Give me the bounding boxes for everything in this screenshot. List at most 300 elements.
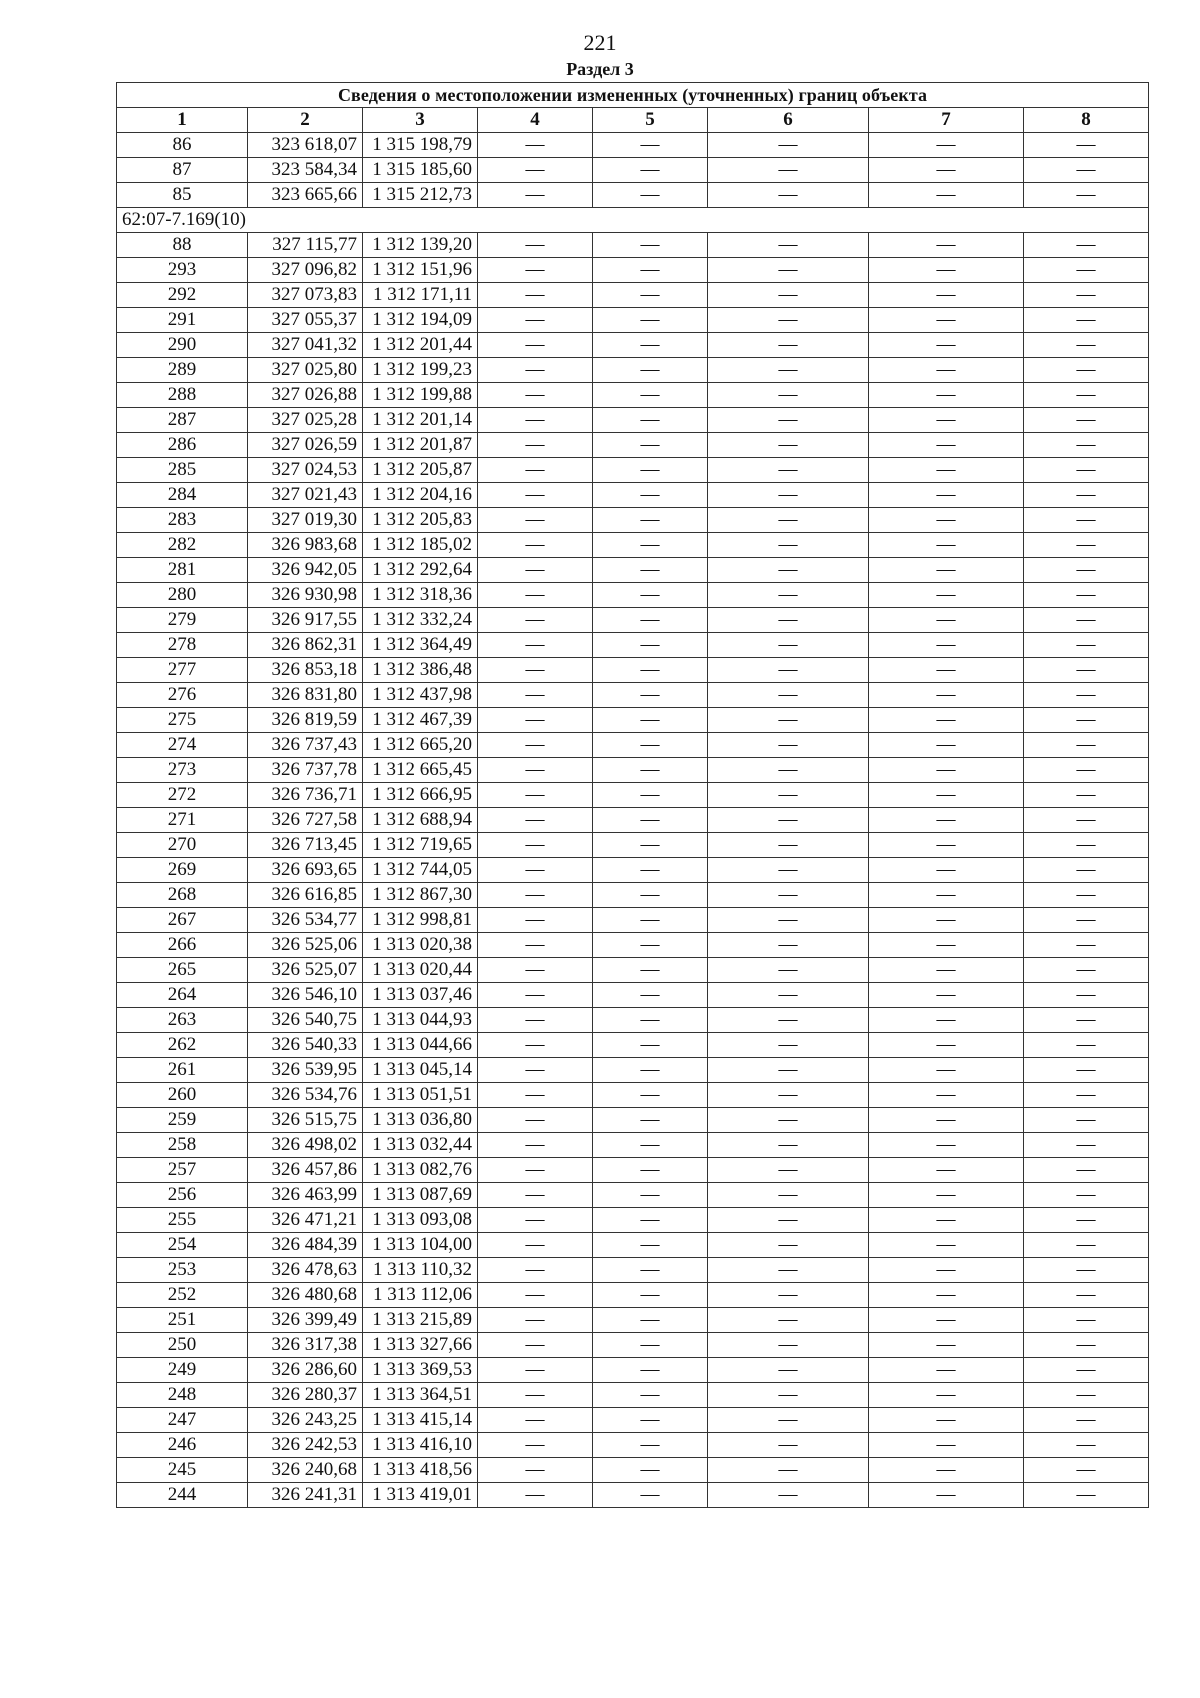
y-coordinate-cell: 1 312 199,88 [363,383,478,408]
table-row [117,433,1149,458]
x-coordinate-cell: 326 942,05 [248,558,363,583]
empty-value-cell: — [593,1333,708,1358]
empty-value-cell: — [869,333,1024,358]
table-row [117,1108,1149,1133]
table-row [117,833,1149,858]
point-number-cell: 248 [117,1383,248,1408]
empty-value-cell: — [1024,1058,1149,1083]
empty-value-cell: — [869,358,1024,383]
empty-value-cell: — [478,233,593,258]
x-coordinate-cell: 323 665,66 [248,183,363,208]
x-coordinate-cell: 326 546,10 [248,983,363,1008]
x-coordinate-cell: 326 498,02 [248,1133,363,1158]
table-row [117,733,1149,758]
empty-value-cell: — [1024,183,1149,208]
table-row [117,958,1149,983]
y-coordinate-cell: 1 312 332,24 [363,608,478,633]
table-row [117,133,1149,158]
empty-value-cell: — [708,258,869,283]
y-coordinate-cell: 1 312 201,14 [363,408,478,433]
empty-value-cell: — [1024,833,1149,858]
empty-value-cell: — [593,1308,708,1333]
x-coordinate-cell: 326 242,53 [248,1433,363,1458]
empty-value-cell: — [1024,1483,1149,1508]
empty-value-cell: — [478,733,593,758]
x-coordinate-cell: 326 831,80 [248,683,363,708]
empty-value-cell: — [869,808,1024,833]
table-row [117,283,1149,308]
y-coordinate-cell: 1 312 201,44 [363,333,478,358]
empty-value-cell: — [708,1058,869,1083]
empty-value-cell: — [1024,258,1149,283]
point-number-cell: 256 [117,1183,248,1208]
empty-value-cell: — [1024,283,1149,308]
x-coordinate-cell: 327 026,88 [248,383,363,408]
empty-value-cell: — [869,133,1024,158]
x-coordinate-cell: 326 534,77 [248,908,363,933]
x-coordinate-cell: 326 983,68 [248,533,363,558]
empty-value-cell: — [478,1433,593,1458]
column-header-row [117,108,1149,133]
empty-value-cell: — [1024,408,1149,433]
point-number-cell: 246 [117,1433,248,1458]
point-number-cell: 265 [117,958,248,983]
empty-value-cell: — [478,133,593,158]
y-coordinate-cell: 1 312 744,05 [363,858,478,883]
x-coordinate-cell: 327 096,82 [248,258,363,283]
empty-value-cell: — [593,1133,708,1158]
y-coordinate-cell: 1 312 204,16 [363,483,478,508]
x-coordinate-cell: 326 286,60 [248,1358,363,1383]
empty-value-cell: — [708,808,869,833]
empty-value-cell: — [708,758,869,783]
x-coordinate-cell: 327 021,43 [248,483,363,508]
table-row [117,1083,1149,1108]
empty-value-cell: — [1024,433,1149,458]
y-coordinate-cell: 1 312 201,87 [363,433,478,458]
empty-value-cell: — [869,1008,1024,1033]
empty-value-cell: — [708,133,869,158]
y-coordinate-cell: 1 312 199,23 [363,358,478,383]
empty-value-cell: — [869,658,1024,683]
column-header-1: 1 [117,108,248,133]
empty-value-cell: — [869,833,1024,858]
y-coordinate-cell: 1 312 194,09 [363,308,478,333]
empty-value-cell: — [478,1208,593,1233]
empty-value-cell: — [478,1033,593,1058]
x-coordinate-cell: 326 853,18 [248,658,363,683]
empty-value-cell: — [1024,1083,1149,1108]
empty-value-cell: — [1024,1408,1149,1433]
empty-value-cell: — [869,1233,1024,1258]
empty-value-cell: — [869,1483,1024,1508]
table-row [117,883,1149,908]
empty-value-cell: — [593,1258,708,1283]
empty-value-cell: — [478,1083,593,1108]
empty-value-cell: — [593,1108,708,1133]
y-coordinate-cell: 1 315 212,73 [363,183,478,208]
point-number-cell: 249 [117,1358,248,1383]
point-number-cell: 254 [117,1233,248,1258]
table-row [117,933,1149,958]
y-coordinate-cell: 1 313 112,06 [363,1283,478,1308]
empty-value-cell: — [478,783,593,808]
empty-value-cell: — [869,583,1024,608]
empty-value-cell: — [708,1383,869,1408]
table-row [117,233,1149,258]
empty-value-cell: — [869,1408,1024,1433]
empty-value-cell: — [869,983,1024,1008]
y-coordinate-cell: 1 313 369,53 [363,1358,478,1383]
empty-value-cell: — [1024,1133,1149,1158]
empty-value-cell: — [869,858,1024,883]
y-coordinate-cell: 1 312 185,02 [363,533,478,558]
table-row [117,483,1149,508]
empty-value-cell: — [869,508,1024,533]
x-coordinate-cell: 326 525,07 [248,958,363,983]
empty-value-cell: — [708,833,869,858]
empty-value-cell: — [593,1483,708,1508]
x-coordinate-cell: 326 737,43 [248,733,363,758]
page-number: 221 [583,30,617,55]
empty-value-cell: — [1024,1458,1149,1483]
empty-value-cell: — [478,383,593,408]
empty-value-cell: — [478,1483,593,1508]
empty-value-cell: — [708,783,869,808]
x-coordinate-cell: 326 713,45 [248,833,363,858]
table-row [117,1133,1149,1158]
point-number-cell: 268 [117,883,248,908]
column-header-6: 6 [708,108,869,133]
point-number-cell: 259 [117,1108,248,1133]
empty-value-cell: — [478,633,593,658]
empty-value-cell: — [1024,158,1149,183]
empty-value-cell: — [869,1183,1024,1208]
x-coordinate-cell: 326 930,98 [248,583,363,608]
empty-value-cell: — [593,658,708,683]
empty-value-cell: — [708,1433,869,1458]
empty-value-cell: — [593,1158,708,1183]
empty-value-cell: — [869,608,1024,633]
point-number-cell: 274 [117,733,248,758]
y-coordinate-cell: 1 313 104,00 [363,1233,478,1258]
point-number-cell: 273 [117,758,248,783]
empty-value-cell: — [593,133,708,158]
empty-value-cell: — [869,233,1024,258]
empty-value-cell: — [593,783,708,808]
empty-value-cell: — [478,1408,593,1433]
empty-value-cell: — [869,633,1024,658]
point-number-cell: 279 [117,608,248,633]
empty-value-cell: — [593,1008,708,1033]
table-row [117,158,1149,183]
empty-value-cell: — [708,983,869,1008]
empty-value-cell: — [593,358,708,383]
y-coordinate-cell: 1 312 665,20 [363,733,478,758]
table-row [117,1308,1149,1333]
point-number-cell: 271 [117,808,248,833]
empty-value-cell: — [1024,808,1149,833]
point-number-cell: 263 [117,1008,248,1033]
empty-value-cell: — [1024,233,1149,258]
empty-value-cell: — [708,358,869,383]
empty-value-cell: — [593,458,708,483]
empty-value-cell: — [478,883,593,908]
point-number-cell: 287 [117,408,248,433]
y-coordinate-cell: 1 312 998,81 [363,908,478,933]
empty-value-cell: — [1024,383,1149,408]
empty-value-cell: — [478,608,593,633]
y-coordinate-cell: 1 312 364,49 [363,633,478,658]
column-header-8: 8 [1024,108,1149,133]
table-row [117,908,1149,933]
point-number-cell: 266 [117,933,248,958]
x-coordinate-cell: 326 616,85 [248,883,363,908]
empty-value-cell: — [869,1058,1024,1083]
empty-value-cell: — [869,1108,1024,1133]
point-number-cell: 281 [117,558,248,583]
point-number-cell: 252 [117,1283,248,1308]
empty-value-cell: — [869,533,1024,558]
empty-value-cell: — [478,458,593,483]
table-row [117,1183,1149,1208]
empty-value-cell: — [1024,958,1149,983]
empty-value-cell: — [708,333,869,358]
empty-value-cell: — [593,758,708,783]
x-coordinate-cell: 326 540,75 [248,1008,363,1033]
table-row [117,1258,1149,1283]
empty-value-cell: — [593,183,708,208]
table-row [117,708,1149,733]
y-coordinate-cell: 1 313 364,51 [363,1383,478,1408]
table-row [117,808,1149,833]
x-coordinate-cell: 326 280,37 [248,1383,363,1408]
empty-value-cell: — [593,683,708,708]
empty-value-cell: — [869,783,1024,808]
empty-value-cell: — [708,1033,869,1058]
empty-value-cell: — [1024,1183,1149,1208]
empty-value-cell: — [869,1133,1024,1158]
empty-value-cell: — [593,958,708,983]
empty-value-cell: — [478,833,593,858]
empty-value-cell: — [1024,683,1149,708]
point-number-cell: 251 [117,1308,248,1333]
empty-value-cell: — [478,1358,593,1383]
empty-value-cell: — [869,883,1024,908]
empty-value-cell: — [478,1333,593,1358]
y-coordinate-cell: 1 313 032,44 [363,1133,478,1158]
empty-value-cell: — [869,283,1024,308]
point-number-cell: 269 [117,858,248,883]
table-caption: Сведения о местоположении измененных (уточненных) границ объекта [117,83,1149,108]
x-coordinate-cell: 326 484,39 [248,1233,363,1258]
x-coordinate-cell: 327 025,28 [248,408,363,433]
empty-value-cell: — [869,433,1024,458]
empty-value-cell: — [478,1233,593,1258]
empty-value-cell: — [478,1158,593,1183]
empty-value-cell: — [708,183,869,208]
table-row [117,1333,1149,1358]
y-coordinate-cell: 1 312 688,94 [363,808,478,833]
empty-value-cell: — [593,1408,708,1433]
empty-value-cell: — [478,1183,593,1208]
point-number-cell: 270 [117,833,248,858]
empty-value-cell: — [478,158,593,183]
empty-value-cell: — [593,1358,708,1383]
empty-value-cell: — [593,1233,708,1258]
y-coordinate-cell: 1 313 082,76 [363,1158,478,1183]
empty-value-cell: — [708,883,869,908]
empty-value-cell: — [478,358,593,383]
empty-value-cell: — [708,1358,869,1383]
point-number-cell: 275 [117,708,248,733]
empty-value-cell: — [593,858,708,883]
y-coordinate-cell: 1 313 044,66 [363,1033,478,1058]
empty-value-cell: — [708,933,869,958]
empty-value-cell: — [593,833,708,858]
table-row [117,1283,1149,1308]
x-coordinate-cell: 326 243,25 [248,1408,363,1433]
table-row [117,633,1149,658]
empty-value-cell: — [1024,1158,1149,1183]
empty-value-cell: — [1024,608,1149,633]
empty-value-cell: — [478,533,593,558]
table-row [117,1483,1149,1508]
y-coordinate-cell: 1 313 416,10 [363,1433,478,1458]
empty-value-cell: — [593,508,708,533]
empty-value-cell: — [1024,508,1149,533]
x-coordinate-cell: 327 041,32 [248,333,363,358]
empty-value-cell: — [478,583,593,608]
y-coordinate-cell: 1 312 139,20 [363,233,478,258]
empty-value-cell: — [708,558,869,583]
empty-value-cell: — [478,1058,593,1083]
y-coordinate-cell: 1 313 020,44 [363,958,478,983]
empty-value-cell: — [708,708,869,733]
empty-value-cell: — [478,658,593,683]
empty-value-cell: — [869,408,1024,433]
empty-value-cell: — [708,158,869,183]
y-coordinate-cell: 1 313 327,66 [363,1333,478,1358]
empty-value-cell: — [1024,983,1149,1008]
y-coordinate-cell: 1 312 318,36 [363,583,478,608]
point-number-cell: 278 [117,633,248,658]
empty-value-cell: — [478,483,593,508]
y-coordinate-cell: 1 312 867,30 [363,883,478,908]
empty-value-cell: — [478,1258,593,1283]
empty-value-cell: — [1024,1433,1149,1458]
empty-value-cell: — [593,333,708,358]
point-number-cell: 276 [117,683,248,708]
y-coordinate-cell: 1 313 419,01 [363,1483,478,1508]
empty-value-cell: — [1024,1108,1149,1133]
empty-value-cell: — [1024,1283,1149,1308]
empty-value-cell: — [478,758,593,783]
x-coordinate-cell: 326 515,75 [248,1108,363,1133]
x-coordinate-cell: 326 457,86 [248,1158,363,1183]
empty-value-cell: — [869,1333,1024,1358]
empty-value-cell: — [1024,1208,1149,1233]
x-coordinate-cell: 327 073,83 [248,283,363,308]
point-number-cell: 86 [117,133,248,158]
empty-value-cell: — [593,258,708,283]
empty-value-cell: — [1024,883,1149,908]
empty-value-cell: — [593,1208,708,1233]
x-coordinate-cell: 326 534,76 [248,1083,363,1108]
empty-value-cell: — [1024,1008,1149,1033]
point-number-cell: 285 [117,458,248,483]
empty-value-cell: — [869,683,1024,708]
x-coordinate-cell: 326 693,65 [248,858,363,883]
empty-value-cell: — [478,1383,593,1408]
empty-value-cell: — [1024,358,1149,383]
empty-value-cell: — [708,408,869,433]
empty-value-cell: — [869,1458,1024,1483]
empty-value-cell: — [869,308,1024,333]
empty-value-cell: — [478,408,593,433]
x-coordinate-cell: 326 819,59 [248,708,363,733]
empty-value-cell: — [478,858,593,883]
x-coordinate-cell: 327 115,77 [248,233,363,258]
empty-value-cell: — [593,433,708,458]
y-coordinate-cell: 1 312 666,95 [363,783,478,808]
empty-value-cell: — [593,1058,708,1083]
y-coordinate-cell: 1 313 036,80 [363,1108,478,1133]
point-number-cell: 277 [117,658,248,683]
y-coordinate-cell: 1 313 044,93 [363,1008,478,1033]
empty-value-cell: — [1024,783,1149,808]
empty-value-cell: — [478,1283,593,1308]
empty-value-cell: — [869,958,1024,983]
empty-value-cell: — [708,658,869,683]
table-row [117,1408,1149,1433]
y-coordinate-cell: 1 313 037,46 [363,983,478,1008]
x-coordinate-cell: 323 584,34 [248,158,363,183]
column-header-7: 7 [869,108,1024,133]
empty-value-cell: — [869,1258,1024,1283]
point-number-cell: 272 [117,783,248,808]
empty-value-cell: — [1024,1383,1149,1408]
section-title: Раздел 3 [566,59,634,79]
empty-value-cell: — [1024,658,1149,683]
empty-value-cell: — [478,508,593,533]
table-row [117,1208,1149,1233]
point-number-cell: 250 [117,1333,248,1358]
empty-value-cell: — [708,308,869,333]
x-coordinate-cell: 326 737,78 [248,758,363,783]
point-number-cell: 286 [117,433,248,458]
point-number-cell: 88 [117,233,248,258]
table-row [117,758,1149,783]
empty-value-cell: — [1024,708,1149,733]
empty-value-cell: — [593,158,708,183]
empty-value-cell: — [1024,733,1149,758]
empty-value-cell: — [1024,533,1149,558]
table-body [117,133,1149,1508]
y-coordinate-cell: 1 312 665,45 [363,758,478,783]
empty-value-cell: — [593,1183,708,1208]
empty-value-cell: — [593,583,708,608]
table-row [117,258,1149,283]
empty-value-cell: — [708,1258,869,1283]
x-coordinate-cell: 326 241,31 [248,1483,363,1508]
y-coordinate-cell: 1 312 151,96 [363,258,478,283]
point-number-cell: 284 [117,483,248,508]
point-number-cell: 288 [117,383,248,408]
empty-value-cell: — [593,1033,708,1058]
empty-value-cell: — [593,533,708,558]
empty-value-cell: — [708,1458,869,1483]
